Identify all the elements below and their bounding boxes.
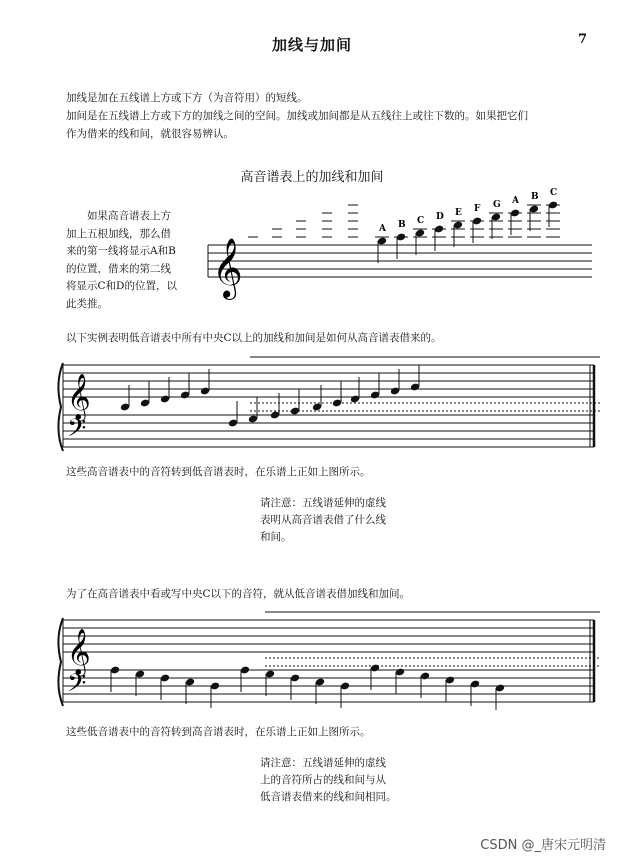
ledger-letter-label: E [455,208,462,218]
grand-staff-1-notes [120,365,420,427]
side-line-2: 加上五根加线，那么借 [66,227,171,240]
page-title: 加线与加间 [271,36,352,54]
note1-line-3: 和间。 [260,531,292,543]
note1-line-2: 表明从高音谱表借了什么线 [260,514,386,526]
intro-line-2: 加间是在五线谱上方或下方的加线之间的空间。加线或加间都是从五线往上或往下数的。如果把它们 [66,110,528,122]
page-number: 7 [578,32,588,47]
intro-line-3: 作为借来的线和间，就很容易辨认。 [66,128,234,140]
grand-staff-1 [55,355,600,460]
ledger-letter-label: C [417,216,425,226]
ledger-letter-label: B [531,192,539,202]
treble-clef-icon: 𝄞 [67,374,91,420]
ledger-letter-label: A [379,224,386,234]
side-explanation [66,208,196,313]
ledger-letter-label: C [550,188,558,198]
note-2 [260,755,397,806]
note2-line-1: 请注意：五线谱延伸的虚线 [260,757,386,769]
ledger-letter-label: G [493,200,501,210]
side-line-4: 的位置，借来的第二线 [66,262,171,275]
ledger-letter-label: D [436,212,444,222]
ledger-letter-label: A [512,196,519,206]
treble-ledger-staff [200,185,600,305]
grand-staff-2 [55,610,600,715]
example2-caption: 这些低音谱表中的音符转到高音谱表时，在乐谱上正如上图所示。 [66,726,371,738]
side-line-5: 将显示C和D的位置，以 [66,280,177,292]
side-line-1: 如果高音谱表上方 [87,210,171,222]
ledger-letter-label: B [398,220,406,230]
treble-clef-icon: 𝄞 [67,629,91,675]
bass-clef-icon: 𝄢 [67,414,87,449]
note1-line-1: 请注意：五线谱延伸的虚线 [260,497,386,509]
watermark: CSDN @_唐宋元明清 [480,838,606,853]
bass-clef-icon: 𝄢 [67,669,87,704]
example1-caption: 这些高音谱表中的音符转到低音谱表时，在乐谱上正如上图所示。 [66,466,371,478]
example2-text: 为了在高音谱表中看或写中央C以下的音符，就从低音谱表借加线和加间。 [66,588,411,600]
ascending-notes [375,188,560,263]
example1-text: 以下实例表明低音谱表中所有中央C以上的加线和加间是如何从高音谱表借来的。 [66,332,442,344]
ledger-letter-label: F [474,204,481,214]
side-line-3: 来的第一线将显示A和B [66,245,176,257]
side-line-6: 此类推。 [66,297,108,310]
intro-line-1: 加线是加在五线谱上方或下方（为音符用）的短线。 [66,92,308,104]
note-1 [260,495,386,546]
treble-clef-icon: 𝄞 [212,238,243,298]
note2-line-2: 上的音符所占的线和间与从 [260,774,386,786]
section-subtitle: 高音谱表上的加线和加间 [240,170,384,185]
note2-line-3: 低音谱表借来的线和间相同。 [260,791,397,803]
